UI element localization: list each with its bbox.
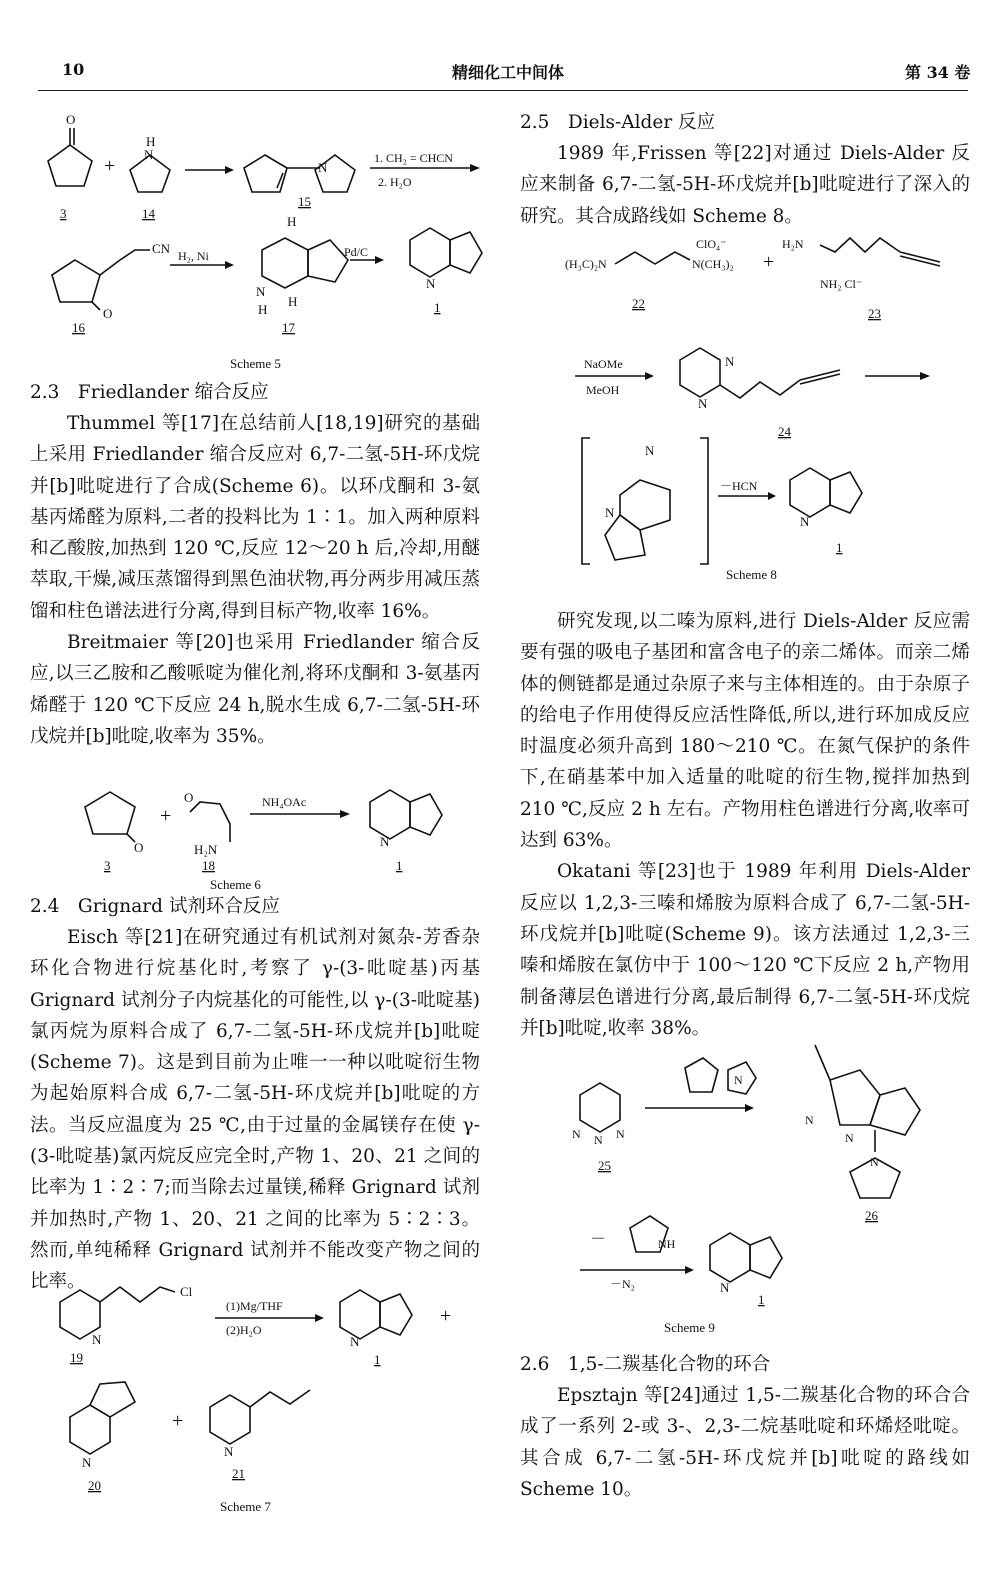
svg-text:25: 25	[598, 1158, 611, 1173]
section-2-5-heading: 2.5 Diels-Alder 反应	[520, 112, 716, 133]
svg-text:H: H	[146, 134, 156, 149]
svg-text:H: H	[287, 214, 297, 229]
svg-text:N: N	[82, 1455, 92, 1470]
svg-text:N: N	[616, 1127, 625, 1141]
svg-text:1: 1	[374, 1352, 381, 1367]
svg-text:H₂, Ni: H₂, Ni	[178, 249, 209, 263]
section-2-5-para-2: 研究发现,以二嗪为原料,进行 Diels-Alder 反应需要有强的吸电子基团和富含电子的亲二烯体。而亲二烯体的侧链都是通过杂原子来与主体相连的。由于杂原子的给电子作用使得反应活性降低,所以,进行环加成反应时温度必须升高到 180～210 ℃。在氮气保护的条件下,在硝基苯中加入适量的吡啶的衍生物,搅拌加热到 210 ℃,反应 2 h 左右。产物用柱色谱进行分离,收率可达到 63%。	[520, 611, 970, 852]
volume-label: 第 34 卷	[905, 63, 971, 82]
svg-text:+: +	[763, 251, 775, 273]
svg-text:26: 26	[865, 1208, 878, 1223]
svg-text:N: N	[144, 147, 154, 162]
svg-text:20: 20	[88, 1478, 101, 1493]
svg-text:+: +	[440, 1305, 452, 1327]
s5-reagent1: 1. CH₂ = CHCN	[374, 151, 453, 165]
page-number: 10	[62, 60, 85, 79]
svg-text:N: N	[698, 396, 708, 411]
svg-text:24: 24	[778, 424, 791, 439]
svg-text:N(CH₃)₂: N(CH₃)₂	[692, 257, 734, 271]
svg-text:N: N	[318, 160, 328, 175]
svg-text:NaOMe: NaOMe	[584, 357, 623, 371]
svg-text:N: N	[845, 1131, 854, 1145]
svg-text:H₂N: H₂N	[194, 842, 218, 857]
svg-text:N: N	[725, 354, 735, 369]
svg-text:NH₄OAc: NH₄OAc	[262, 795, 307, 809]
svg-text:16: 16	[72, 320, 85, 335]
section-2-4-para: Eisch 等[21]在研究通过有机试剂对氮杂-芳香杂环化合物进行烷基化时,考察了 γ-(3-吡啶基)丙基 Grignard 试剂分子内烷基化的可能性,以 γ-(3-吡啶基)氯丙烷为原料合成了 6,7-二氢-5H-环戊烷并[b]吡啶(Scheme 7)。这是到目前为止唯一一种以吡啶衍生物为起始原料合成 6,7-二氢-5H-环戊烷并[b]吡啶的方法。当反应温度为 25 ℃,由于过量的金属镁存在使 γ-(3-吡啶基)氯丙烷反应完全时,产物 1、20、21 之间的比率为 1∶2∶7;而当除去过量镁,稀释 Grignard 试剂并加热时,产物 1、20、21 之间的比率为 5∶2∶3。然而,单纯稀释 Grignard 试剂并不能改变产物之间的比率。	[30, 927, 480, 1293]
scheme-5	[30, 110, 500, 370]
svg-text:N: N	[805, 1113, 814, 1127]
svg-text:14: 14	[142, 206, 155, 221]
svg-text:3: 3	[104, 858, 111, 873]
svg-text:－: －	[590, 1231, 607, 1248]
svg-text:N: N	[594, 1133, 603, 1147]
svg-text:N: N	[605, 505, 615, 520]
journal-title: 精细化工中间体	[452, 63, 565, 82]
svg-text:(H₃C)₂N: (H₃C)₂N	[565, 257, 607, 271]
svg-text:CN: CN	[152, 241, 171, 256]
left-column-upper	[30, 378, 480, 752]
scheme-6	[30, 782, 470, 892]
scheme-8-caption: Scheme 8	[726, 567, 777, 582]
svg-text:H: H	[258, 302, 268, 317]
svg-text:Pd/C: Pd/C	[344, 245, 369, 259]
svg-text:N: N	[426, 276, 436, 291]
svg-text:N: N	[224, 1444, 234, 1459]
section-2-6-para: Epsztajn 等[24]通过 1,5-二羰基化合物的环合合成了一系列 2-或 3-、2,3-二烷基吡啶和环烯烃吡啶。其合成 6,7-二氢-5H-环戊烷并[b]吡啶的路线如 Scheme 10。	[520, 1385, 970, 1500]
svg-text:N: N	[870, 1155, 879, 1169]
section-2-4-heading: 2.4 Grignard 试剂环合反应	[30, 896, 280, 917]
svg-text:+: +	[160, 805, 172, 827]
scheme-5-caption: Scheme 5	[230, 356, 281, 371]
svg-text:+: +	[104, 155, 116, 177]
section-2-3-para-2: Breitmaier 等[20]也采用 Friedlander 缩合反应,以三乙胺和乙酸哌啶为催化剂,将环戊酮和 3-氨基丙烯醛于 120 ℃下反应 24 h,脱水生成 6,7-二氢-5H-环戊烷并[b]吡啶,收率为 35%。	[30, 632, 480, 747]
svg-text:3: 3	[60, 206, 67, 221]
svg-text:N: N	[380, 834, 390, 849]
svg-text:ClO₄⁻: ClO₄⁻	[696, 237, 727, 251]
svg-text:N: N	[645, 443, 655, 458]
scheme-6-caption: Scheme 6	[210, 877, 261, 892]
svg-text:N: N	[92, 1332, 102, 1347]
svg-text:19: 19	[70, 1350, 83, 1365]
scheme-9	[560, 1040, 960, 1340]
svg-text:1: 1	[396, 858, 403, 873]
right-column-upper	[520, 108, 970, 232]
svg-text:1: 1	[758, 1292, 765, 1307]
scheme-7-caption: Scheme 7	[220, 1499, 271, 1514]
svg-text:H₂N: H₂N	[782, 237, 804, 251]
section-2-3-heading: 2.3 Friedlander 缩合反应	[30, 382, 269, 403]
svg-text:O: O	[184, 790, 194, 805]
scheme-7	[30, 1282, 480, 1512]
right-column-lower	[520, 1350, 970, 1505]
scheme-9-caption: Scheme 9	[664, 1320, 715, 1335]
svg-text:N: N	[256, 284, 266, 299]
svg-text:17: 17	[282, 320, 295, 335]
svg-text:－N₂: －N₂	[610, 1277, 635, 1291]
svg-text:15: 15	[298, 194, 311, 209]
svg-text:H: H	[288, 294, 298, 309]
s5-reagent2: 2. H₂O	[378, 175, 412, 189]
svg-text:+: +	[172, 1410, 184, 1432]
section-2-5-para-1: 1989 年,Frissen 等[22]对通过 Diels-Alder 反应来制备 6,7-二氢-5H-环戊烷并[b]吡啶进行了深入的研究。其合成路线如 Scheme 8。	[520, 143, 970, 227]
svg-text:N: N	[800, 514, 810, 529]
svg-text:－HCN: －HCN	[720, 479, 758, 493]
right-column-middle	[520, 606, 970, 1044]
svg-text:(1)Mg/THF: (1)Mg/THF	[226, 1299, 283, 1313]
svg-text:N: N	[572, 1127, 581, 1141]
svg-text:1: 1	[434, 300, 441, 315]
section-2-3-para-1: Thummel 等[17]在总结前人[18,19]研究的基础上采用 Friedlander 缩合反应对 6,7-二氢-5H-环戊烷并[b]吡啶进行了合成(Scheme 6)。以环戊酮和 3-氨基丙烯醛为原料,二者的投料比为 1∶1。加入两种原料和乙酸胺,加热到 120 ℃,反应 12～20 h 后,冷却,用醚萃取,干燥,减压蒸馏得到黑色油状物,再分两步用减压蒸馏和柱色谱法进行分离,得到目标产物,收率 16%。	[30, 413, 480, 622]
svg-text:(2)H₂O: (2)H₂O	[226, 1323, 262, 1337]
svg-text:21: 21	[232, 1466, 245, 1481]
svg-text:N: N	[720, 1280, 730, 1295]
svg-text:Cl: Cl	[180, 1284, 193, 1299]
svg-text:22: 22	[632, 296, 645, 311]
svg-text:NH: NH	[658, 1237, 676, 1251]
svg-text:O: O	[134, 840, 144, 855]
left-column-lower	[30, 892, 480, 1298]
svg-text:1: 1	[836, 540, 843, 555]
svg-text:23: 23	[868, 306, 881, 321]
svg-text:MeOH: MeOH	[586, 383, 620, 397]
svg-text:O: O	[66, 112, 76, 127]
svg-text:NH₂ Cl⁻: NH₂ Cl⁻	[820, 277, 863, 291]
svg-text:O: O	[103, 306, 113, 321]
scheme-8	[520, 230, 970, 590]
svg-text:18: 18	[202, 858, 215, 873]
svg-text:N: N	[734, 1073, 743, 1087]
header-rule	[38, 90, 968, 91]
section-2-5-para-3: Okatani 等[23]也于 1989 年利用 Diels-Alder 反应以 1,2,3-三嗪和烯胺为原料合成了 6,7-二氢-5H-环戊烷并[b]吡啶(Scheme 9)。该方法通过 1,2,3-三嗪和烯胺在氯仿中于 100～120 ℃下反应 2 h,产物用制备薄层色谱进行分离,最后制得 6,7-二氢-5H-环戊烷并[b]吡啶,收率 38%。	[520, 861, 970, 1039]
svg-text:N: N	[350, 1334, 360, 1349]
section-2-6-heading: 2.6 1,5-二羰基化合物的环合	[520, 1354, 771, 1375]
